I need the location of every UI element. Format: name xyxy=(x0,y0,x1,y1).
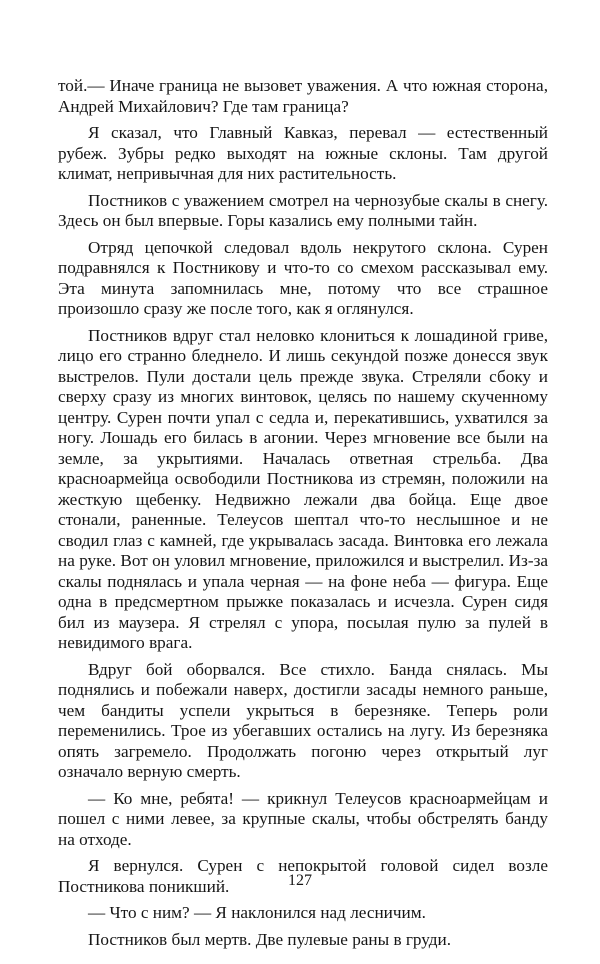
paragraph: Я вернулся. Сурен с непокрытой головой сидел возле Постникова поникший. xyxy=(58,856,548,896)
paragraph: Постников с уважением смотрел на чернозубые скалы в снегу. Здесь он был впервые. Горы казались ему полными тайн. xyxy=(58,190,548,230)
paragraph: Отряд цепочкой следовал вдоль некрутого склона. Сурен подравнялся к Постникову и что-то со смехом рассказывал ему. Эта минута запомнилась мне, потому что все страшное произошло сразу же после того, как я оглянулся. xyxy=(58,237,548,318)
paragraph: Я сказал, что Главный Кавказ, перевал — естественный рубеж. Зубры редко выходят на южные склоны. Там другой климат, непривычная для них растительность. xyxy=(58,123,548,183)
paragraph: Вдруг бой оборвался. Все стихло. Банда снялась. Мы поднялись и побежали наверх, достигли засады немного раньше, чем бандиты успели укрыться в березняке. Теперь роли переменились. Трое из убегавших остались на лугу. Из березняка опять загремело. Продолжать погоню через открытый луг означало верную смерть. xyxy=(58,659,548,781)
paragraph: Постников вдруг стал неловко клониться к лошадиной гриве, лицо его странно бледнело. И лишь секундой позже донесся звук выстрелов. Пули достали цель прежде звука. Стреляли сбоку и сверху сразу из многих винтовок, целясь по нашему скученному центру. Сурен почти упал с седла и, перекатившись, ухватился за ногу. Лошадь его билась в агонии. Через мгновение все были на земле, за укрытиями. Началась ответная стрельба. Два красноармейца освободили Постникова из стремян, положили на жесткую щебенку. Недвижно лежали два бойца. Еще двое стонали, раненные. Телеусов шептал что-то неслышное и не сводил глаз с камней, где укрывалась засада. Винтовка его лежала на руке. Вот он уловил мгновение, приложился и выстрелил. Из-за скалы поднялась и упала черная — на фоне неба — фигура. Еще одна в предсмертном прыжке показалась и исчезла. Сурен сидя бил из маузера. Я стрелял с упора, посылая пулю за пулей в невидимого врага. xyxy=(58,325,548,652)
page-number: 127 xyxy=(288,872,312,889)
paragraph: — Что с ним? — Я наклонился над лесничим. xyxy=(88,903,426,922)
text-body xyxy=(58,76,548,956)
paragraph: той.— Иначе граница не вызовет уважения. А что южная сторона, Андрей Михайлович? Где там граница? xyxy=(58,76,548,116)
paragraph: Постников был мертв. Две пулевые раны в груди. xyxy=(88,929,452,949)
paragraph: — Ко мне, ребята! — крикнул Телеусов красноармейцам и пошел с ними левее, за крупные скалы, чтобы обстрелять банду на отходе. xyxy=(58,788,548,849)
